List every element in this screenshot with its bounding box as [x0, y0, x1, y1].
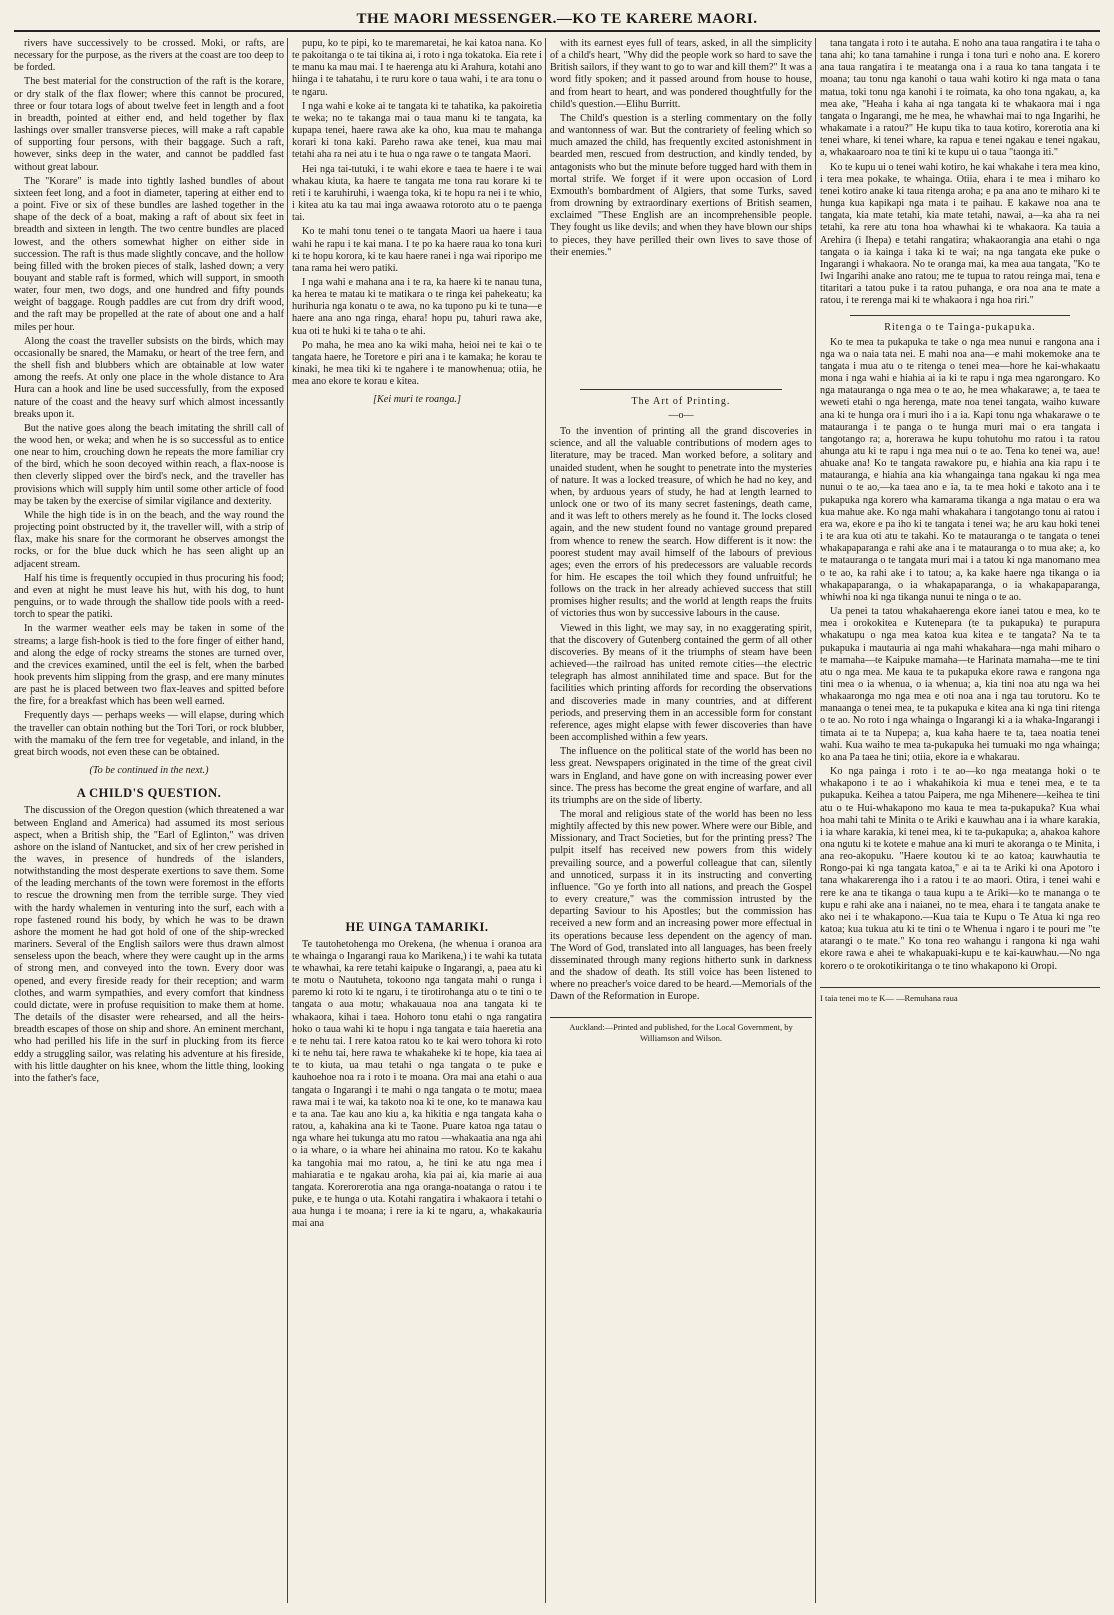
blank-space	[292, 661, 542, 911]
paragraph: Half his time is frequently occupied in thus procuring his food; and even at night he must leave his hut, with his dog, to hunt penguins, or to wade through the shallow tide pools with a reed-torch to spear the patiki.	[14, 572, 284, 621]
paragraph: The "Korare" is made into tightly lashed bundles of about sixteen feet long, and a foot in diameter, tapering at either end to a point. Five or six of these bundles are lashed together in the shape of the deck of a boat, making a raft of about six feet in breadth and sixteen in length. The two centre bundles are placed lowest, and the others somewhat higher on either side in succession. The raft is thus made slightly concave, and the hollow being filled with the broken pieces of stalk, lashed down; a very bouyant and stable raft is formed, which will support, in smooth water, four men, two dogs, and one hundred and fifty pounds weight of baggage. Rough paddles are cut from dry drift wood, and the raft may be propelled at the rate of about one and a half miles per hour.	[14, 175, 284, 333]
article-heading: HE UINGA TAMARIKI.	[345, 919, 489, 934]
article-heading: Ritenga o te Tainga-pukapuka.	[884, 322, 1036, 334]
newspaper-page	[14, 8, 1100, 1608]
paragraph: But the native goes along the beach imitating the shrill call of the wood hen, or weka; and when he is so successful as to entice one near to him, crouching down he repeats the more familiar cry of the bird, which he soon decoyed within reach, a flax-noose is then cleverly slipped over the bird's neck, and the traveller has provisions which will supply him until some other article of food may be taken by the exercise of similar vigilance and dexterity.	[14, 422, 284, 507]
column-3	[550, 38, 812, 1603]
paragraph: In the warmer weather eels may be taken in some of the streams; a large fish-hook is tied to the fore finger of either hand, and along the edge of rocky streams the stones are turned over, and the crevices examined, until the eel is felt, when the barbed hook prevents him slipping from the grasp, and ere many minutes are past he is placed between two flax-leaves and spitted before the fire, for a breakfast which has been well earned.	[14, 623, 284, 708]
paragraph: Along the coast the traveller subsists on the birds, which may occasionally be snared, the Mamaku, or heart of the tree fern, and the shell fish and blubbers which are obtainable at low water among the reefs. At only one place in the whole distance to Ara Hura can a hook and line be used successfully, from the exposed nature of the coast and the heavy surf which almost incessantly breaks upon it.	[14, 335, 284, 420]
section-rule	[580, 389, 782, 390]
imprint: I taia tenei mo te K— —Remuhana raua	[820, 987, 1100, 1004]
paragraph: Po maha, he mea ano ka wiki maha, heioi nei te kai o te tangata haere, he Toretore e piri ana i te kamaka; he korau te kinaki, he mea tiki ki te ngahere i te manowhenua; otiia, he mea ano ekore te korau e kitea.	[292, 339, 542, 388]
columns	[14, 38, 1100, 1603]
paragraph: I nga wahi e koke ai te tangata ki te tahatika, ka pakoiretia te weka; no te takanga mai o taua manu ki te tangata, ka kupapa tenei, haere rawa ake ka oho, kua mau te mahanga korari ki tona kaki. Pareho rawa ake tenei, kua mau mai tetahi aha ra nei atu i te hua o nga rawe o te tangata Maori.	[292, 100, 542, 161]
ornament-dash: —o—	[668, 409, 694, 421]
paragraph: The discussion of the Oregon question (which threatened a war between England and America) had assumed its most serious aspect, when a British ship, the "Earl of Eglinton," was driven ashore on the island of Nantucket, and six of her crew perished in the waves, in presence of hundreds of the islanders, notwithstanding the most desperate exertions to save them. Some of the leading merchants of the town were foremost in the efforts to rescue the drowning men from the terrible surge. They vied with the hardy whalemen in venturing into the surf, each with a rope fastened round his body, by which he was to be drawn ashore the moment he had got hold of one of the ship-wrecked mariners. Several of the English sailors were thus drawn almost senseless upon the beach, where they were caught up in the arms of strong men, and conveyed into the town. Every door was opened, and every fireside ready for their reception; and warm clothes, and warm sympathies, and every comfort that kindness could dictate, were in profuse requisition to make them at home. The details of the disaster were rehearsed, and all the heirs-breadth escapes of those on ship and shore. An eminent merchant, who had perilled his life in the surf in plucking from its fierce eddy a struggling sailor, was relating his adventure at his fireside, with his little daughter on his knee, whom the little thing, looking into the father's face,	[14, 805, 284, 1084]
blank-space	[550, 261, 812, 381]
article-heading: A CHILD'S QUESTION.	[76, 786, 222, 801]
masthead: THE MAORI MESSENGER.—KO TE KARERE MAORI.	[14, 8, 1100, 32]
paragraph: Ko te mahi tonu tenei o te tangata Maori ua haere i taua wahi he rapu i te kai mana. I te po ka haere raua ko tona kuri ki te hopu korora, ki te kau haere ranei i nga wai riporipo me tana rama hei wero patiki.	[292, 226, 542, 274]
article-heading: The Art of Printing.	[631, 395, 731, 407]
paragraph: pupu, ko te pipi, ko te maremaretai, he kai katoa nana. Ko te pakoitanga o te tai tikina ai, i roto i nga tokatoka. Eia rete i te manu ka mau mai. I te haerenga atu ki Arahura, kotahi ano hiinga i te tahatahu, i te ruru kore o taua wahi, i te ara tonu o te ngaru.	[292, 38, 542, 98]
paragraph: The best material for the construction of the raft is the korare, or dry stalk of the flax flower; where this cannot be procured, three or four totara logs of about twelve feet in length and a foot in breadth, pointed at either end, and held together by flax lashings over smaller transverse pieces, will make a raft capable of supporting four persons, with their baggage. Such a raft, however, sinks deep in the water, and cannot be paddled fast without great labour.	[14, 76, 284, 173]
paragraph: I nga wahi e mahana ana i te ra, ka haere ki te nanau tuna, ka herea te matau ki te matikara o te ringa kei pahekeatu; ka hurihuria nga konatu o te awa, no ka tupono pu ki te tuna—e haere ana ano nga ringa, ehara! hopu pu, tahuri rawa ake, kua oti te huki ki te taha o te ahi.	[292, 276, 542, 337]
paragraph: Te tautohetohenga mo Orekena, (he whenua i oranoa ara te whainga o Ingarangi raua ko Marikena,) i te wahi ka tutata te whawhai, ka rere tetahi kaipuke o Ingarangi, a, paea atu ki te motu o Nautuheta, tokoono nga tangata mahi o runga i paremo ki roto ki te ngaru, i te tirotirohanga atu o te tini o te tangata o aua motu; whakauaua noa ana tangata ki te whakaora, kihai i taea. Hohoro tonu etahi o nga rangatira hoko o taua wahi ki te hopu i nga tangata e taia haeretia ana e te nehu tai. I rere katoa ratou ko te kai wero tohora ki roto ki te nehu tai, here rawa te whakaheke ki te hope, kia taea ai te to kiuta, ua mau tetahi o nga tangata o te puke e kauhoehoe noa ra i roto i te moana. Ora mai ana etahi o aua tangata o Ingarangi i te mahi o nga tangata o te motu; maea rawa mai i te wai, ka takoto noa ki te one, ko te manawa kau e ta ana. Tae kau ano kiu a, ka hikitia e nga tangata kaha o ratou, a, kahakina ana ki te Taone. Puare katoa nga tatau o nga whare hei tukunga atu mo ratou —whakaatia ana nga ahi o ia whare, o ia whare hei ahinaina mo ratou. Ko te kakahu ka tangohia mai mo ratou, a, he tini ke atu nga mea i mahiaratia e te ngakau aroha, kia pai ai, kia marie ai aua tangata. Korerorerotia ana nga oranga-noatanga o ratou i te puke, e te hunga o uta. Kotahi rangatira i whakaora i tetahi o aua hunga i te moana; i rere ia ki te ngaru, a, whakakauria mai ana	[292, 938, 542, 1230]
column-4	[820, 38, 1100, 1603]
paragraph: The moral and religious state of the world has been no less mightily affected by this new power. Where were our Bible, and Missionary, and Tract Societies, but for the printing press? The pulpit itself has received new powers from this widely prevailing source, and a powerful colleague that can, silently and unnoticed, surpass it in its instructing and converting influence. "Go ye forth into all nations, and preach the Gospel to every creature," was the commission intrusted by the departing Saviour to his Apostles; but the commission has received a new form and an increasing power more effectual in its operations because less dependent on the agency of man. The Word of God, translated into all languages, has been freely disseminated through many regions hitherto sunk in darkness and the shadow of death. Its still voice has been listened to where no preacher's voice dared to be heard.—Memorials of the Dawn of the Reformation in Europe.	[550, 808, 812, 1003]
paragraph: The influence on the political state of the world has been no less great. Newspapers originated in the time of the great civil wars in England, and have gone on with increasing power ever since. The press has become the great engine of warfare, and all its triumphs are on the side of liberty.	[550, 746, 812, 806]
column-2	[292, 38, 542, 1603]
column-rule	[815, 38, 816, 1603]
paragraph: Ko nga painga i roto i te ao—ko nga meatanga hoki o te whakapono i te ao i whakahikoia ki mua e tenei mea, e te ta pukapuka. Keihea a tatou Paipera, me nga Mihenere—keihea te tini atu o te Hui-whakapono mo kaua te mea ta-pukapuka? Kua whai hoa mahi tahi te Minita o te Ariki e kauwhau ana i ia whare karakia, i ia whare karakia, ki tenei mea, ki te ta-pukapuka; a, ahakoa kahore ona ngutu ki te kotete e mahue ana ki muri te akoranga o te Minita, i ana reo-akopuku. "Haere koutou ki te ao katoa; kauwhautia te Rongo-pai ki nga tangata katoa," e ai ta te Ariki ki ona Apotoro i tana whakarerenga iho i a ratou i te ao maori. Otira, i tenei wahi e rere ke ana te tikanga o taua kupu a te Ariki—ko te mananga o te kupu e rahi ake ana i naianei, no te mea, ehara i te tangata anake te ako nei i te whakapono.—Kua taia te Kupu o Te Atua ki nga reo katoa; kua tukua atu ki te tini o te Whenua i ngaro i te pouri me "te atarangi o te mate." Ko tona reo wahangu i rangona ki nga wahi ekore rawa e ahei te whakapuaki-kupu e te kai-kauwhau.—No nga korero o te orokotikiritanga o te tino whakapono ki Oropi.	[820, 766, 1100, 972]
continued-note: (To be continued in the next.)	[89, 765, 209, 777]
blank-space	[292, 411, 542, 661]
paragraph: To the invention of printing all the grand discoveries in science, and all the valuable contributions of modern ages to literature, may be traced. Man worked before, a solitary and unaided student, when he sought to penetrate into the mysteries of nature. It was a locked treasure, of which he had no key, and when, by arduous years of study, he had at length learned to unlock one or two of its many secret fastenings, death came, and it was left to others merely as he found it. The locks closed again, and the new student found no vantage ground prepared from whence to renew the search. How different is it now: the poorest student may avail himself of the labours of previous ages; even the errors of his predecessors are valuable records for him. He escapes the toil which they found unfruitful; he follows on the track in her already achieved success that still promises higher results; and the world at length reaps the fruits of victories thus won by successive labours in the cause.	[550, 426, 812, 620]
paragraph: Hei nga tai-tutuki, i te wahi ekore e taea te haere i te wai whakau kiuta, ka haere te tangata me tona rau korare ki te reti i te karuhiruhi, i waenga toka, ki te hopu ra nei i te whio, i kitea atu ka tau mai inga awaawa rotoroto atu o te paenga tai.	[292, 163, 542, 224]
continued-note: [Kei muri te roanga.]	[373, 394, 461, 406]
paragraph: rivers have successively to be crossed. Moki, or rafts, are necessary for the purpose, as the rivers at the coast are too deep to be forded.	[14, 38, 284, 74]
paragraph: with its earnest eyes full of tears, asked, in all the simplicity of a child's heart, "Why did the people work so hard to save the British sailors, if they want to go to war and kill them?" It was a word fitly spoken; and it passed around from house to house, and from heart to heart, and was pondered thoughtfully for the child's question.—Elihu Burritt.	[550, 38, 812, 110]
paragraph: While the high tide is in on the beach, and the way round the projecting point obstructed by it, the traveller will, with a strip of flax, make his snare for the cormorant he observes amongst the rocks, or for the blue duck which he has seen alight up an adjacent stream.	[14, 509, 284, 570]
column-rule	[287, 38, 288, 1603]
column-1	[14, 38, 284, 1603]
paragraph: Frequently days — perhaps weeks — will elapse, during which the traveller can obtain nothing but the Tori Tori, or rock blubber, with the mamaku of the fern tree for vegetable, and inland, in the great birch woods, not even these can be obtained.	[14, 710, 284, 758]
imprint: Auckland:—Printed and published, for the Local Government, by Williamson and Wilson.	[550, 1017, 812, 1044]
paragraph: tana tangata i roto i te autaha. E noho ana taua rangatira i te taha o tana ahi; ko tana tamahine i runga i tona turi e noho ana. E korero ana taua rangatira i te meatanga ona i a raua ko tana tangata i te moana; tau tonu nga kanohi o taua wahi kotiro ki nga mata o tana matua, toki tonu nga kanohi i te roimata, ka oho tona ngakau, a, ka mea ake, "Heaha i kaha ai nga tangata ki te whakaora mai i nga tangata o Ingarangi, me he mea, he whawhai mai to nga Ingarihi, he whakamate i a ratou?" He kupu tika to taua kotiro, korerotia ana ki tenei whare, ki tenei whare, ka rapua e tenei ngakau e tenei ngakau, a, whakaaroaro noa te tini ki te kupu ui o taua "taonga iti."	[820, 38, 1100, 159]
paragraph: Ua penei ta tatou whakahaerenga ekore ianei tatou e mea, ko te mea i orokokitea e Kutenepara (te ta pukapuka) te purapura whakatupu o nga mea katoa kua kitea e te tangata? Na te ta pukapuka i mautauria ai nga mahi whakahara—nga mahi miharo o te mamaha—te Kaipuke mamaha—te Harinata mamaha—me te tini atu o nga mea. Me kaua te ta pukapuka ekore rawa e rangona nga tini mea o ia whenua, o ia whenua; a, kia tini noa atu nga wa hei whakaaronga mo nga mea e oti noa ana i nga tau torutoru. Ko te manaanga o tenei mea, te ta pukapuka e kitea ana ki nga tini ritenga o te ao. No roto i nga whainga o Ingarangi ki a ia whaka-Ingarangi i timata ai te ta Nupepa; a, kua kaha haere te ta, taea noatia tenei wahi. Kua waiho te mea ta-pukapuka hei tumuaki mo nga whainga; ko ana Pa taea he tini; otiia, ekore ia e whakarau.	[820, 606, 1100, 763]
paragraph: The Child's question is a sterling commentary on the folly and wantonness of war. But the contrariety of feeling which so much amazed the child, has frequently excited astonishment in bearded men, rescued from destruction, and kindly tended, by antagonists who but the minute before tugged hard with them in mortal strife. We forget if it were upon occasion of Lord Exmouth's bombardment of Algiers, that some Turks, saved from drowning by extraordinary exertions of British seamen, exclaimed "These English are an incomprehensible people. They fought us like devils; and when they have blown our ships to pieces, they have perilled their own lives to save those of their enemies."	[550, 112, 812, 258]
paragraph: Ko te mea ta pukapuka te take o nga mea nunui e rangona ana i nga wa o naia tata nei. E mahi noa ana—e mahi mokemoke ana te tangata i mua atu o te ritenga o tenei mea—hore he kai-whakaatu mona i nga wahi e hiahia ai ia ki te rapu i nga mea ngarongaro. Ko nga matauranga o nga mea o te ao, he mea whakarawe; a, te taea te weweti etahi o nga herenga, mate noa tenei tangata, waiho kuware ana ki te hunga ora i muri iho i a ia. Kapi tonu nga whakarawe o te matauranga i te panga o te hunga muri mai o era tangata i tangotango ra; a, horerawa he kupu tohutohu mo ratou i ta ratou ahunga atu ki te rapu i nga mea nui o te ao. Tena ko tenei wa, aue! ahuake ana! Ko te tangata rawakore pu, e hiahia ana kia rapu i te matauranga, e hiahia ana kia whangainga tana ngakau ki nga mea nunui o te ao,—ka taea ano e ia, ta te mea hoki e takoto ana i te pukapuka nga korero wha kamarama tikanga a nga matau o era wa kua mahue ake. Ko nga mahi whakahara i tangotango tonu ai ratou i era wa, ekore e pa iho ki te tangata i tenei wa; he aru kau hoki tenei i te ara kua oti atu te takahi. Ko te matauranga o te tangata o tenei whakapaparanga e rahi ake ana i te matauranga o to mua ake; a, ko te matauranga o te tangata muri mai i a tatou ki nga manomano mea o te ao, ka rahi ake i to tatou; a, ka kake haere nga tikanga o ia whakapaparanga, o ia whakapaparanga, o ia whakapaparanga, whiwhi noa ki nga tikanga nunui te ninga o te ao.	[820, 336, 1100, 603]
column-rule	[545, 38, 546, 1603]
paragraph: Viewed in this light, we may say, in no exaggerating spirit, that the discovery of Gutenberg contained the germ of all other discoveries. By means of it the triumphs of steam have been achieved—the railroad has united remote cities—the electric telegraph has almost annihilated time and space. But for the facilities which printing affords for recording the observations and discoveries made in many countries, and at different periods, and preserving them in an accessible form for constant reference, ages might elapse with fewer discoveries than have been accomplished within a few years.	[550, 622, 812, 744]
section-rule	[850, 315, 1070, 316]
paragraph: Ko te kupu ui o tenei wahi kotiro, he kai whakahe i tera mea kino, i tera mea pokake, te whainga. Otiia, ehara i te mea i miharo ko tenei kotiro anake ki taua ritenga aroha; e pa ana ano te miharo ki te hunga kua kapikapi nga mata i te paihau. E kakawe noa ana te tangata, kia mate tetahi, kia mate tetahi, nawai, a—ka aha ra nei tetahi, ka rere atu tona hoa whawhai ki te whakaora. Ka tauia a Arehira (i Ihepa) e tetahi rangatira; whakaorangia ana etahi o nga tangata o ia kainga i taka ki te wai; na nga tangata eke puke o Ingarangi i whakaora. No te oranga mai, ka mea aua tangata, "Ko te Iwi Ingarihi anake ano ratou; me te tupua to ratou reinga mai, tena e titaritari a tatou puke i ta ratou puhanga, e ora noa ana te mate a ratou, i te rerenga mai ki te whakaora i nga hoa riri."	[820, 161, 1100, 307]
